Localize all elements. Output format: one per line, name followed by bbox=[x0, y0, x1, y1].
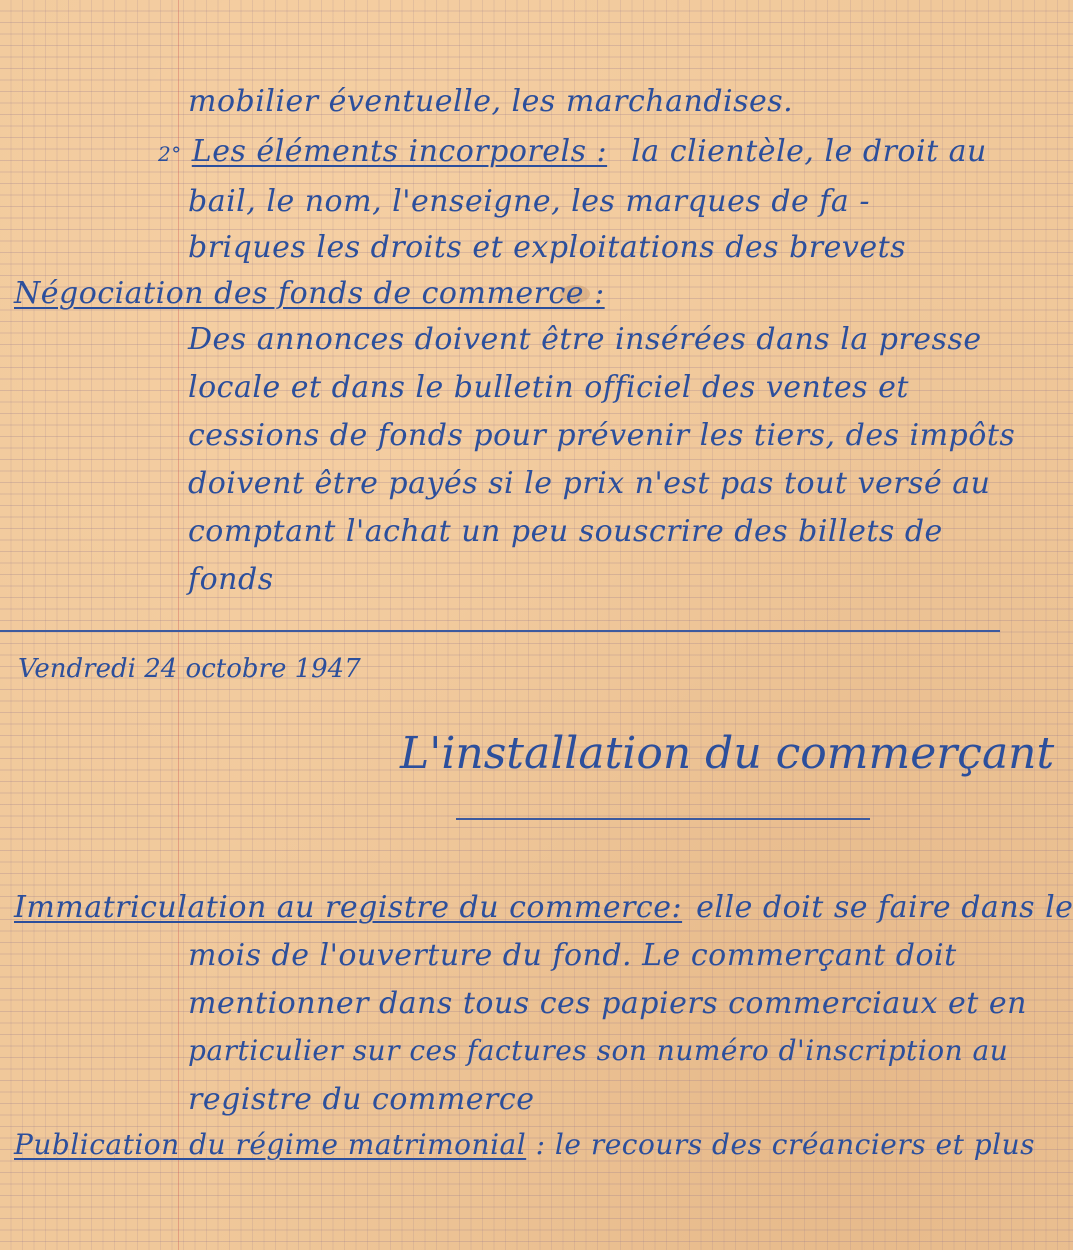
subheading-negociation: Négociation des fonds de commerce : bbox=[14, 276, 605, 311]
text-line-s2-4: particulier sur ces factures son numéro d'inscription au bbox=[188, 1034, 1009, 1067]
heading-underline bbox=[456, 818, 870, 820]
text-line-2-rest: la clientèle, le droit au bbox=[631, 134, 987, 169]
subheading-immatriculation: Immatriculation au registre du commerce: bbox=[14, 890, 683, 925]
text-line-6: Des annonces doivent être insérées dans la presse bbox=[188, 322, 982, 357]
date-line: Vendredi 24 octobre 1947 bbox=[18, 654, 361, 684]
text-line-9: doivent être payés si le prix n'est pas tout versé au bbox=[188, 466, 991, 501]
text-line-3: bail, le nom, l'enseigne, les marques de fa - bbox=[188, 184, 870, 219]
section-divider bbox=[0, 630, 1000, 632]
text-line-11: fonds bbox=[188, 562, 274, 597]
text-line-10: comptant l'achat un peu souscrire des billets de bbox=[188, 514, 943, 549]
publication-rest: : le recours des créanciers et plus bbox=[535, 1128, 1036, 1161]
subheading-publication: Publication du régime matrimonial bbox=[14, 1128, 527, 1161]
margin-line bbox=[178, 0, 179, 1250]
page-heading: L'installation du commerçant bbox=[400, 728, 1055, 779]
subheading-elements-incorporels: Les éléments incorporels : bbox=[191, 134, 608, 169]
text-line-s2-3: mentionner dans tous ces papiers commerciaux et en bbox=[188, 986, 1027, 1021]
text-line-4: briques les droits et exploitations des brevets bbox=[188, 230, 907, 265]
text-line-8: cessions de fonds pour prévenir les tiers, des impôts bbox=[188, 418, 1016, 453]
text-line-s2-2: mois de l'ouverture du fond. Le commerçant doit bbox=[188, 938, 957, 973]
text-line-7: locale et dans le bulletin officiel des ventes et bbox=[188, 370, 909, 405]
text-line-1: mobilier éventuelle, les marchandises. bbox=[188, 84, 794, 119]
immatriculation-rest: elle doit se faire dans le bbox=[696, 890, 1073, 925]
item-number: 2° bbox=[158, 142, 182, 166]
text-line-s2-5: registre du commerce bbox=[188, 1082, 535, 1117]
text-line-immatriculation bbox=[14, 890, 1073, 925]
text-line-publication bbox=[14, 1128, 1035, 1161]
text-line-2 bbox=[158, 134, 987, 169]
